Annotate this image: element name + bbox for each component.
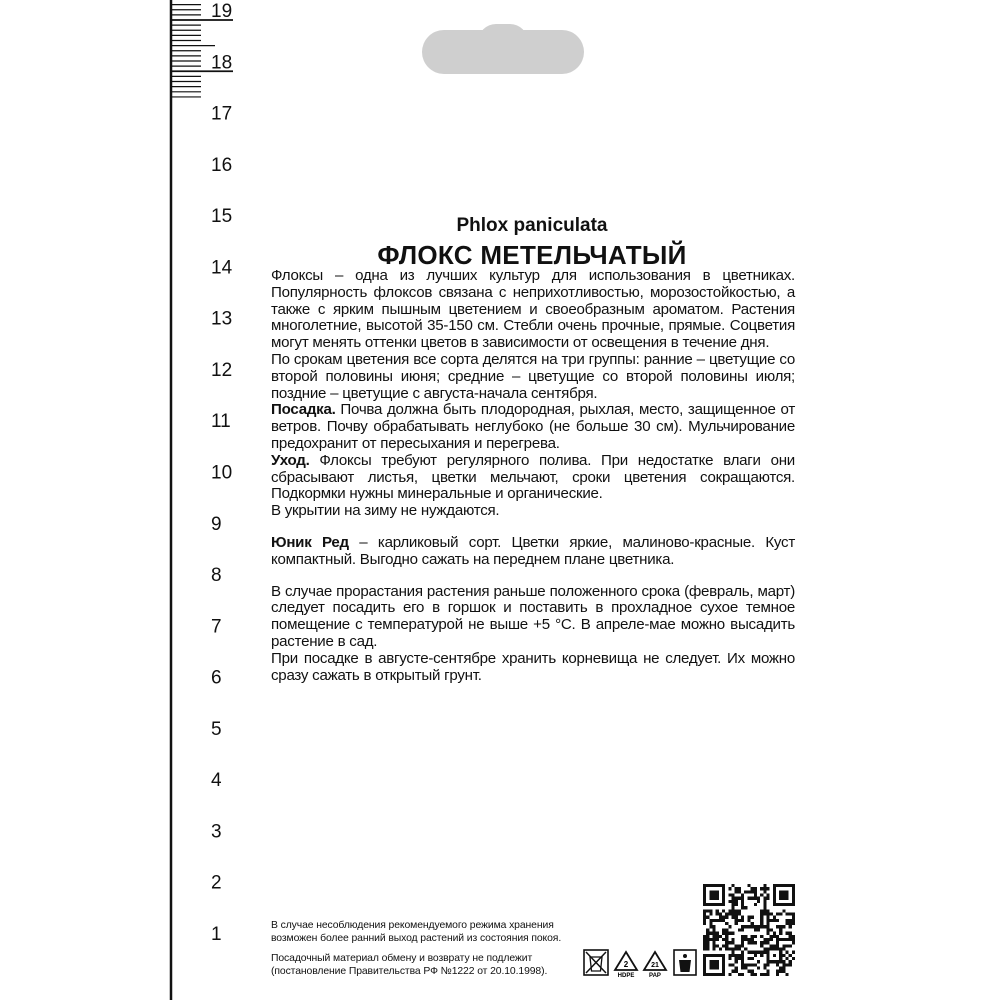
ruler-label: 4 (211, 770, 222, 792)
recycling-icons (582, 948, 702, 978)
winter-paragraph: В укрытии на зиму не нуждаются. (271, 502, 500, 520)
latin-name: Phlox paniculata (456, 215, 608, 236)
storage-note: В случае несоблюдения рекомендуемого режима хранения возможен более ранний выход растений из состояния покоя. (271, 920, 562, 944)
measuring-ruler (0, 0, 250, 1000)
hanger-hole (422, 30, 584, 74)
qr-code (703, 884, 795, 976)
ruler-label: 5 (211, 718, 222, 740)
planting-paragraph (271, 402, 795, 452)
groups-paragraph: По срокам цветения все сорта делятся на три группы: ранние – цветущие со второй половины июня; средние – цветущие со второй половины июля; поздние – цветущие с августа-начала сентября. (271, 350, 795, 402)
description-block (271, 268, 795, 684)
legal-note: Посадочный материал обмену и возврату не подлежит (постановление Правительства РФ №1222 от 20.10.1998). (271, 953, 548, 977)
care-paragraph (271, 453, 795, 503)
recycle-hdpe-icon (615, 952, 637, 978)
ruler-label: 6 (211, 667, 222, 689)
ruler-label: 11 (211, 411, 231, 433)
variety-paragraph (271, 535, 795, 569)
ruler-label: 2 (211, 872, 222, 894)
ruler-label: 16 (211, 154, 233, 176)
ruler-label: 13 (211, 308, 233, 330)
ruler-label: 9 (211, 513, 222, 535)
ruler-label: 8 (211, 565, 222, 587)
hdpe-label: HDPE (617, 973, 635, 978)
ruler-label: 7 (211, 616, 222, 638)
sprouting-paragraph: В случае прорастания растения раньше положенного срока (февраль, март) следует посадить его в горшок и поставить в прохладное сухое темное помещение с температурой не выше +5 °С. В апреле-мае можно высадить растение в сад. (271, 582, 795, 650)
product-title: ФЛОКС МЕТЕЛЬЧАТЫЙ (377, 240, 687, 270)
recycle-pap-icon (644, 952, 666, 978)
care-label: Уход. (271, 451, 310, 469)
ruler-label: 15 (211, 206, 233, 228)
ruler-label: 19 (211, 1, 233, 22)
ruler-label: 10 (211, 462, 233, 484)
ruler-label: 18 (211, 52, 233, 74)
pap-label: PAP (649, 973, 661, 978)
no-dispose-icon (584, 950, 608, 975)
care-text: Флоксы требуют регулярного полива. При недостатке влаги они сбрасывают листья, цветки мельчают, сроки цветения сокращаются. Подкормки нужны минеральные и органические. (271, 451, 795, 503)
hdpe-number: 2 (623, 960, 629, 969)
planting-label: Посадка. (271, 401, 336, 419)
ruler-label: 1 (211, 924, 222, 945)
ruler-label: 12 (211, 359, 233, 381)
ruler-label: 17 (211, 103, 233, 125)
variety-label: Юник Ред (271, 533, 349, 551)
variety-text: – карликовый сорт. Цветки яркие, малиново-красные. Куст компактный. Выгодно сажать на переднем плане цветника. (271, 533, 795, 568)
autumn-paragraph: При посадке в августе-сентябре хранить корневища не следует. Их можно сразу сажать в открытый грунт. (271, 649, 795, 684)
pap-number: 21 (651, 962, 659, 969)
planting-text: Почва должна быть плодородная, рыхлая, место, защищенное от ветров. Почву обрабатывать неглубоко (не больше 30 см). Мульчирование предохранит от пересыхания и перегрева. (271, 401, 795, 452)
trash-bin-icon (674, 950, 696, 975)
intro-paragraph: Флоксы – одна из лучших культур для использования в цветниках. Популярность флоксов связана с неприхотливостью, морозостойкостью, а также с ярким пышным цветением и своеобразным ароматом. Растения многолетние, высотой 35-150 см. Стебли очень прочные, прямые. Соцветия могут менять оттенки цветов в зависимости от освещения в течение дня. (271, 267, 795, 352)
ruler-label: 3 (211, 821, 222, 843)
ruler-label: 14 (211, 257, 233, 279)
